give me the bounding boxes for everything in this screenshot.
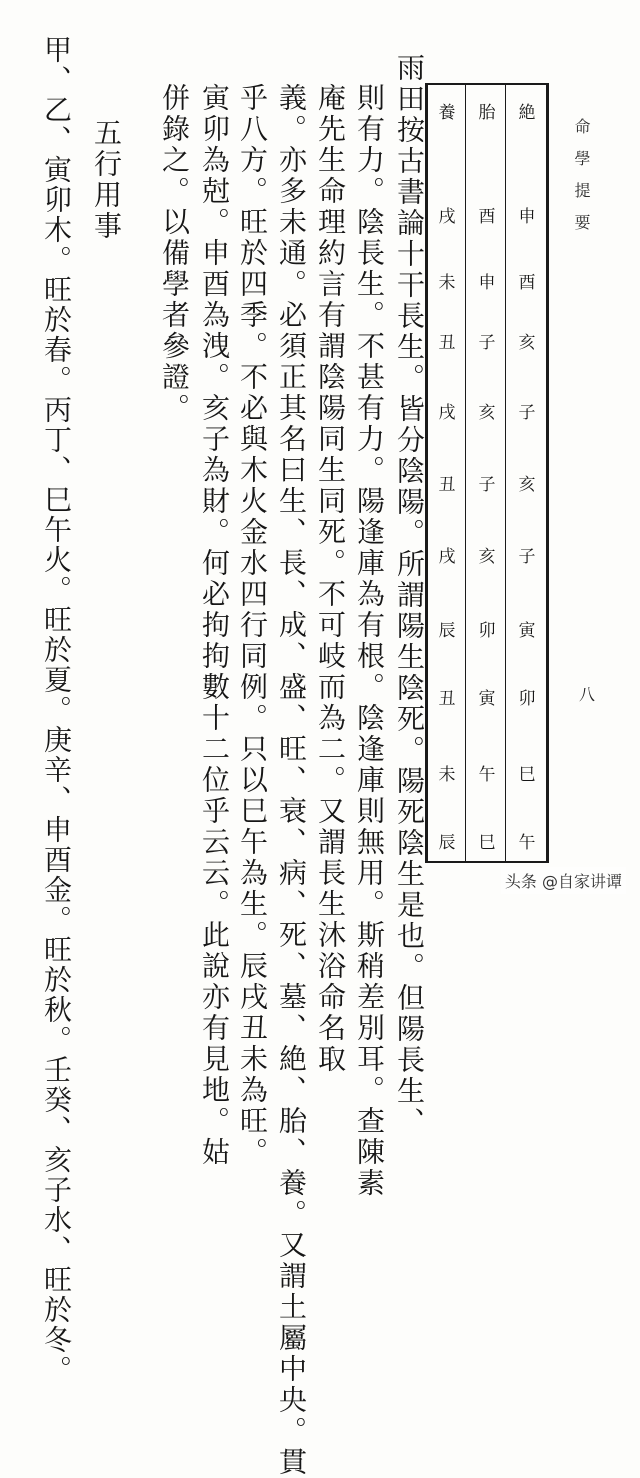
table-column-yang	[428, 85, 466, 861]
table-header-cell: 絶	[518, 103, 536, 123]
text-column-5: 乎八方。旺於四季。不必與木火金水四行同例。只以巳午為生。辰戌丑未為旺。	[236, 83, 269, 1168]
table-header-cell: 胎	[478, 103, 496, 123]
book-title: 命學提要	[572, 118, 591, 246]
table-cell: 寅	[518, 621, 536, 641]
table-cell: 酉	[518, 273, 536, 293]
text-column-7: 併錄之。以備學者參證。	[158, 83, 191, 424]
table-cell: 未	[438, 273, 456, 293]
table-cell: 子	[478, 475, 496, 495]
table-cell: 巳	[478, 833, 496, 853]
table-cell: 未	[438, 765, 456, 785]
table-cell: 巳	[518, 765, 536, 785]
table-cell: 亥	[518, 333, 536, 353]
table-cell: 辰	[438, 621, 456, 641]
table-cell: 申	[518, 207, 536, 227]
table-cell: 子	[518, 403, 536, 423]
table-cell: 午	[478, 765, 496, 785]
table-cell: 辰	[438, 833, 456, 853]
text-column-2: 則有力。陰長生。不甚有力。陽逢庫為有根。陰逢庫則無用。斯稍差別耳。查陳素	[353, 83, 386, 1199]
table-cell: 亥	[478, 403, 496, 423]
text-column-4: 義。亦多未通。必須正其名曰生、長、成、盛、旺、衰、病、死、墓、絶、胎、養。又謂土屬中央。貫	[275, 83, 308, 1478]
table-header-cell: 養	[438, 103, 456, 123]
table-cell: 戌	[438, 207, 456, 227]
text-column-8: 甲、乙、寅卯木。旺於春。丙丁、巳午火。旺於夏。庚辛、申酉金。旺於秋。壬癸、亥子水、旺於冬。	[40, 35, 73, 1385]
table-cell: 戌	[438, 547, 456, 567]
table-cell: 亥	[518, 475, 536, 495]
section-heading: 五行用事	[90, 118, 123, 242]
table-cell: 亥	[478, 547, 496, 567]
table-cell: 丑	[438, 689, 456, 709]
table-cell: 子	[478, 333, 496, 353]
table-column-jue	[508, 85, 546, 861]
table-cell: 寅	[478, 689, 496, 709]
table-cell: 申	[478, 273, 496, 293]
table-cell: 酉	[478, 207, 496, 227]
table-cell: 卯	[478, 621, 496, 641]
watermark: 头条 @自家讲谭	[501, 867, 626, 894]
table-cell: 丑	[438, 475, 456, 495]
text-column-6: 寅卯為尅。申酉為洩。亥子為財。何必拘拘數十二位乎云云。此說亦有見地。姑	[198, 83, 231, 1168]
table-column-tai	[468, 85, 506, 861]
page-number: 八	[579, 685, 596, 704]
table-cell: 卯	[518, 689, 536, 709]
table-cell: 午	[518, 833, 536, 853]
text-column-1: 雨田按古書論十干長生。皆分陰陽。所謂陽生陰死。陽死陰生是也。但陽長生、	[393, 53, 426, 1138]
table-cell: 子	[518, 547, 536, 567]
table-cell: 戌	[438, 403, 456, 423]
text-column-3: 庵先生命理約言有謂陰陽同生同死。不可岐而為二。又謂長生沐浴命名取	[314, 83, 347, 1075]
table-cell: 丑	[438, 333, 456, 353]
